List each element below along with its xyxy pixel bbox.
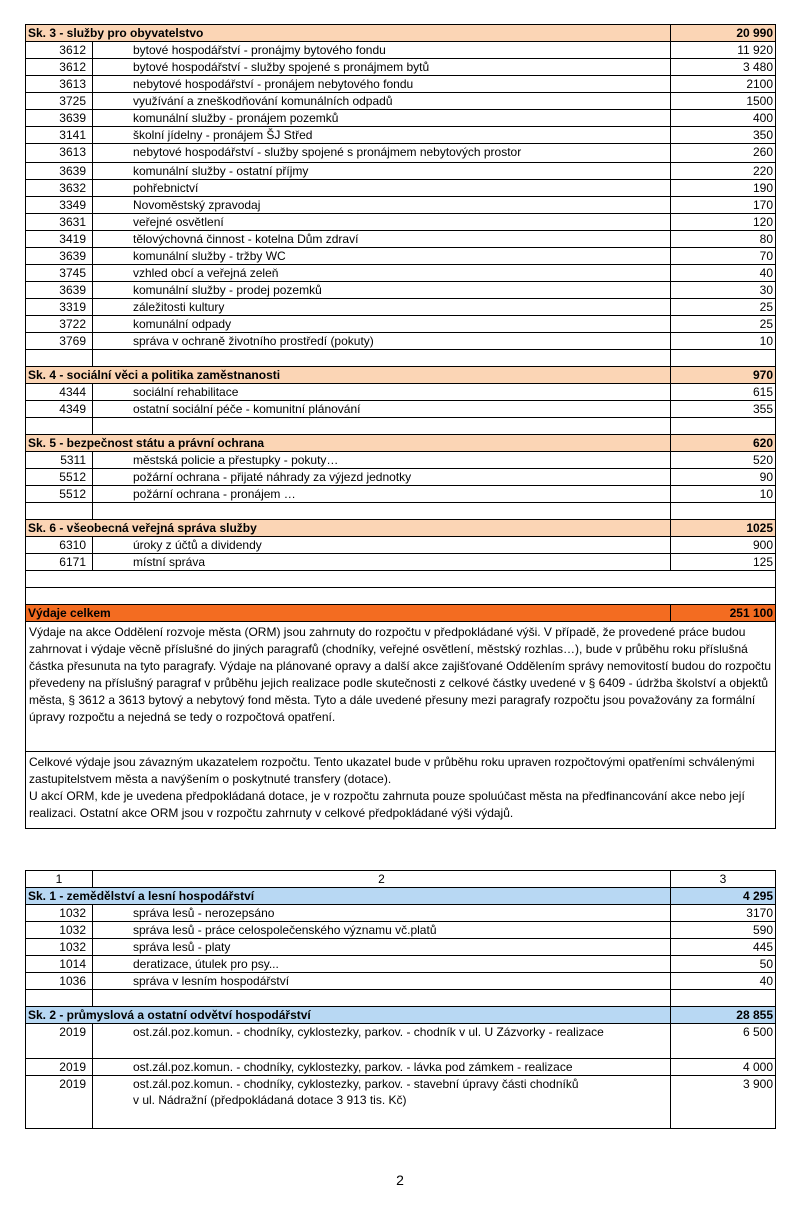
expenses-note-2b: U akcí ORM, kde je uvedena předpokládaná dotace, je v rozpočtu zahrnuta pouze spoluúčast města na předfinancování akce nebo její realizaci. Ostatní akce ORM jsou v rozpočtu zahrnuty v celkové předpokládané výši výdajů. xyxy=(29,789,745,820)
note-row-2 xyxy=(26,752,776,829)
row-description: správa lesů - práce celospolečenského významu vč.platů xyxy=(93,922,671,939)
row-code: 1014 xyxy=(26,956,93,973)
row-amount: 90 xyxy=(671,469,776,486)
section-title: Sk. 4 - sociální věci a politika zaměstnanosti xyxy=(26,367,671,384)
row-amount: 3 900 xyxy=(671,1076,776,1129)
row-code: 1032 xyxy=(26,922,93,939)
table-row xyxy=(26,939,776,956)
row-amount: 445 xyxy=(671,939,776,956)
sk1-rows xyxy=(26,905,776,990)
row-code: 3613 xyxy=(26,76,93,93)
row-code: 3639 xyxy=(26,163,93,180)
row-amount: 120 xyxy=(671,214,776,231)
row-code: 4344 xyxy=(26,384,93,401)
row-description: školní jídelny - pronájem ŠJ Střed xyxy=(93,127,671,144)
note-row-1 xyxy=(26,622,776,752)
table-row xyxy=(26,42,776,59)
row-description: nebytové hospodářství - pronájem nebytového fondu xyxy=(93,76,671,93)
row-description: komunální služby - ostatní příjmy xyxy=(93,163,671,180)
table-row xyxy=(26,922,776,939)
table-row xyxy=(26,1076,776,1129)
row-description: správa lesů - nerozepsáno xyxy=(93,905,671,922)
section-total: 970 xyxy=(671,367,776,384)
row-description: správa lesů - platy xyxy=(93,939,671,956)
row-amount: 6 500 xyxy=(671,1024,776,1059)
row-amount: 80 xyxy=(671,231,776,248)
row-amount: 70 xyxy=(671,248,776,265)
section-header-sk6 xyxy=(26,520,776,537)
row-code: 2019 xyxy=(26,1059,93,1076)
column-number: 1 xyxy=(26,871,93,888)
blank-row xyxy=(26,990,776,1007)
row-code: 1032 xyxy=(26,905,93,922)
row-code: 3639 xyxy=(26,110,93,127)
expenses-total-row xyxy=(26,605,776,622)
expenses-total-title: Výdaje celkem xyxy=(26,605,671,622)
row-code: 4349 xyxy=(26,401,93,418)
row-description-line-2: v ul. Nádražní (předpokládaná dotace 3 913 tis. Kč) xyxy=(133,1093,407,1107)
row-code: 3319 xyxy=(26,299,93,316)
row-code: 3745 xyxy=(26,265,93,282)
blank-row xyxy=(26,588,776,605)
row-amount: 260 xyxy=(671,144,776,163)
row-description: vzhled obcí a veřejná zeleň xyxy=(93,265,671,282)
expenses-note-1: Výdaje na akce Oddělení rozvoje města (ORM) jsou zahrnuty do rozpočtu v předpokládané výši. V případě, že provedené práce budou zahrnovat i výdaje věcně příslušné do jiných paragrafů (chodníky, veřejné osvětlení, městský rozhlas…), bude v průběhu roku příslušná částka přesunuta na tyto paragrafy. Výdaje na plánované opravy a další akce zajišťované Oddělením správy nemovitostí budou do rozpočtu převedeny na příslušný paragraf v průběhu jejich realizace podle skutečnosti z celkové částky uvedené v § 6409 - údržba školství a objektů města, § 3612 a 3613 bytový a nebytový fond města. Tyto a dále uvedené přesuny mezi paragrafy rozpočtu jsou považovány za formální úpravy rozpočtu a nejedná se tedy o rozpočtová opatření. xyxy=(26,622,776,752)
table-row xyxy=(26,537,776,554)
column-number-row xyxy=(26,871,776,888)
blank-row xyxy=(26,503,776,520)
table-row xyxy=(26,197,776,214)
row-amount: 520 xyxy=(671,452,776,469)
row-code: 3141 xyxy=(26,127,93,144)
row-description: deratizace, útulek pro psy... xyxy=(93,956,671,973)
row-code: 3349 xyxy=(26,197,93,214)
row-amount: 125 xyxy=(671,554,776,571)
blank-row xyxy=(26,418,776,435)
row-description: ost.zál.poz.komun. - chodníky, cyklostezky, parkov. - lávka pod zámkem - realizace xyxy=(93,1059,671,1076)
row-amount: 25 xyxy=(671,299,776,316)
section-total: 620 xyxy=(671,435,776,452)
row-amount: 40 xyxy=(671,973,776,990)
row-description: veřejné osvětlení xyxy=(93,214,671,231)
row-description: komunální služby - tržby WC xyxy=(93,248,671,265)
section-header-sk2 xyxy=(26,1007,776,1024)
row-amount: 11 920 xyxy=(671,42,776,59)
section-title: Sk. 3 - služby pro obyvatelstvo xyxy=(26,25,671,42)
expenses-note-2 xyxy=(26,752,776,829)
row-code: 3769 xyxy=(26,333,93,350)
row-code: 2019 xyxy=(26,1076,93,1129)
row-amount: 400 xyxy=(671,110,776,127)
row-amount: 2100 xyxy=(671,76,776,93)
table-row xyxy=(26,265,776,282)
table-row xyxy=(26,110,776,127)
table-row xyxy=(26,973,776,990)
row-description: požární ochrana - pronájem … xyxy=(93,486,671,503)
row-amount: 900 xyxy=(671,537,776,554)
table-row xyxy=(26,299,776,316)
row-description: tělovýchovná činnost - kotelna Dům zdraví xyxy=(93,231,671,248)
section-total: 28 855 xyxy=(671,1007,776,1024)
row-code: 3612 xyxy=(26,59,93,76)
blank-row xyxy=(26,350,776,367)
section-title: Sk. 6 - všeobecná veřejná správa služby xyxy=(26,520,671,537)
row-amount: 170 xyxy=(671,197,776,214)
budget-table-top xyxy=(25,24,776,829)
row-code: 1036 xyxy=(26,973,93,990)
row-amount: 355 xyxy=(671,401,776,418)
table-row xyxy=(26,180,776,197)
section-total: 1025 xyxy=(671,520,776,537)
table-row xyxy=(26,452,776,469)
row-code: 5512 xyxy=(26,486,93,503)
table-row xyxy=(26,333,776,350)
row-description: správa v ochraně životního prostředí (pokuty) xyxy=(93,333,671,350)
row-description: správa v lesním hospodářství xyxy=(93,973,671,990)
row-description: komunální služby - prodej pozemků xyxy=(93,282,671,299)
row-description-line-1: ost.zál.poz.komun. - chodníky, cyklostezky, parkov. - stavební úpravy části chodníků xyxy=(133,1077,579,1091)
section-total: 4 295 xyxy=(671,888,776,905)
row-amount: 4 000 xyxy=(671,1059,776,1076)
row-description: využívání a zneškodňování komunálních odpadů xyxy=(93,93,671,110)
row-description: bytové hospodářství - pronájmy bytového fondu xyxy=(93,42,671,59)
row-amount: 590 xyxy=(671,922,776,939)
table-row xyxy=(26,248,776,265)
row-code: 3632 xyxy=(26,180,93,197)
row-amount: 3 480 xyxy=(671,59,776,76)
row-amount: 350 xyxy=(671,127,776,144)
row-code: 3613 xyxy=(26,144,93,163)
table-row xyxy=(26,316,776,333)
table-row xyxy=(26,554,776,571)
row-code: 3722 xyxy=(26,316,93,333)
row-code: 2019 xyxy=(26,1024,93,1059)
sk3-rows xyxy=(26,42,776,350)
table-row xyxy=(26,1059,776,1076)
row-description: městská policie a přestupky - pokuty… xyxy=(93,452,671,469)
row-amount: 1500 xyxy=(671,93,776,110)
row-code: 5512 xyxy=(26,469,93,486)
row-description: nebytové hospodářství - služby spojené s pronájmem nebytových prostor xyxy=(93,144,671,163)
row-code: 6310 xyxy=(26,537,93,554)
row-code: 3639 xyxy=(26,248,93,265)
row-description: místní správa xyxy=(93,554,671,571)
blank-row xyxy=(26,571,776,588)
row-code: 5311 xyxy=(26,452,93,469)
column-number: 3 xyxy=(671,871,776,888)
section-header-sk1 xyxy=(26,888,776,905)
table-row xyxy=(26,469,776,486)
row-code: 3639 xyxy=(26,282,93,299)
table-row xyxy=(26,282,776,299)
row-description: Novoměstský zpravodaj xyxy=(93,197,671,214)
table-row xyxy=(26,1024,776,1059)
row-description: požární ochrana - přijaté náhrady za výjezd jednotky xyxy=(93,469,671,486)
row-amount: 220 xyxy=(671,163,776,180)
row-amount: 30 xyxy=(671,282,776,299)
table-row xyxy=(26,59,776,76)
section-header-sk5 xyxy=(26,435,776,452)
row-amount: 615 xyxy=(671,384,776,401)
row-amount: 25 xyxy=(671,316,776,333)
row-description: ost.zál.poz.komun. - chodníky, cyklostezky, parkov. - chodník v ul. U Zázvorky - realizace xyxy=(93,1024,671,1059)
row-code: 1032 xyxy=(26,939,93,956)
table-row xyxy=(26,384,776,401)
table-row xyxy=(26,956,776,973)
sk5-rows xyxy=(26,452,776,503)
table-row xyxy=(26,163,776,180)
section-total: 20 990 xyxy=(671,25,776,42)
table-row xyxy=(26,93,776,110)
row-amount: 50 xyxy=(671,956,776,973)
row-description: bytové hospodářství - služby spojené s pronájmem bytů xyxy=(93,59,671,76)
row-amount: 3170 xyxy=(671,905,776,922)
table-row xyxy=(26,144,776,163)
row-code: 3612 xyxy=(26,42,93,59)
row-amount: 10 xyxy=(671,333,776,350)
row-code: 3419 xyxy=(26,231,93,248)
expenses-note-2a: Celkové výdaje jsou závazným ukazatelem rozpočtu. Tento ukazatel bude v průběhu roku upraven rozpočtovými opatřeními schválenými zastupitelstvem města a navýšením o poskytnuté transfery (dotace). xyxy=(29,755,755,786)
section-header-sk4 xyxy=(26,367,776,384)
row-code: 6171 xyxy=(26,554,93,571)
row-amount: 40 xyxy=(671,265,776,282)
section-title: Sk. 5 - bezpečnost státu a právní ochrana xyxy=(26,435,671,452)
row-code: 3631 xyxy=(26,214,93,231)
section-title: Sk. 1 - zemědělství a lesní hospodářství xyxy=(26,888,671,905)
sk6-rows xyxy=(26,537,776,571)
budget-table-bottom xyxy=(25,870,776,1129)
table-row xyxy=(26,486,776,503)
row-description: komunální odpady xyxy=(93,316,671,333)
row-description: úroky z účtů a dividendy xyxy=(93,537,671,554)
table-row xyxy=(26,214,776,231)
row-description: sociální rehabilitace xyxy=(93,384,671,401)
expenses-total-amount: 251 100 xyxy=(671,605,776,622)
section-title: Sk. 2 - průmyslová a ostatní odvětví hospodářství xyxy=(26,1007,671,1024)
table-row xyxy=(26,401,776,418)
row-description: komunální služby - pronájem pozemků xyxy=(93,110,671,127)
table-row xyxy=(26,905,776,922)
row-description: pohřebnictví xyxy=(93,180,671,197)
page-number: 2 xyxy=(396,1172,404,1188)
row-code: 3725 xyxy=(26,93,93,110)
sk4-rows xyxy=(26,384,776,418)
row-description: ostatní sociální péče - komunitní plánování xyxy=(93,401,671,418)
row-amount: 10 xyxy=(671,486,776,503)
section-header-sk3 xyxy=(26,25,776,42)
table-row xyxy=(26,231,776,248)
row-description xyxy=(93,1076,671,1129)
table-row xyxy=(26,76,776,93)
row-amount: 190 xyxy=(671,180,776,197)
column-number: 2 xyxy=(93,871,671,888)
row-description: záležitosti kultury xyxy=(93,299,671,316)
table-row xyxy=(26,127,776,144)
